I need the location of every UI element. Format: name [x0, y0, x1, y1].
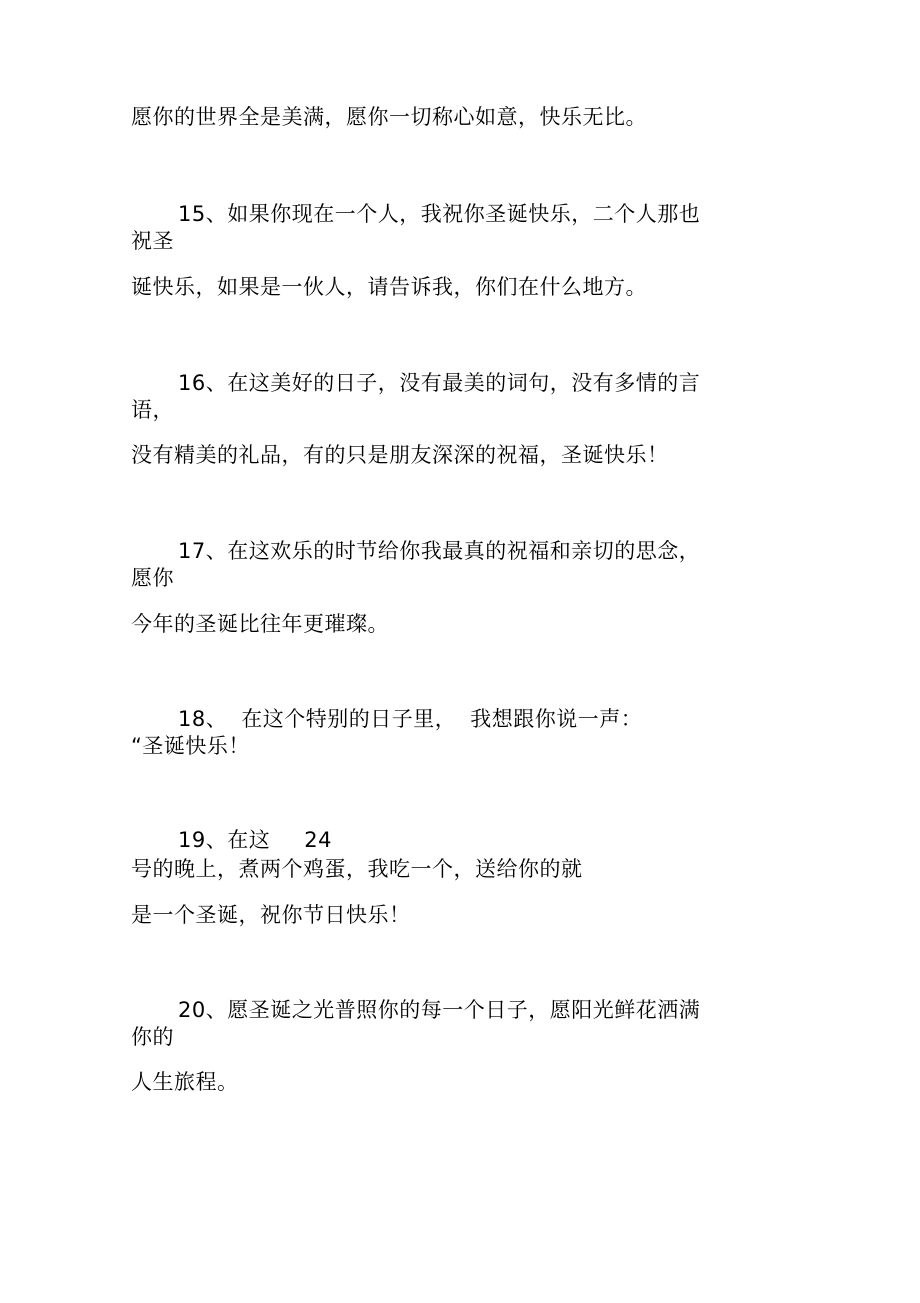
- paragraph-20-wrap-line: 你的: [131, 1025, 174, 1049]
- paragraph-19-text-b: 24: [304, 828, 332, 852]
- paragraph-17-first-line: [178, 538, 700, 564]
- paragraph-20-number: 20、: [178, 998, 228, 1022]
- paragraph-15-first-line: [178, 201, 700, 227]
- paragraph-20-second-line: 人生旅程。: [131, 1070, 239, 1094]
- paragraph-19-number: 19、: [178, 828, 228, 852]
- paragraph-20-first-line: [178, 997, 700, 1023]
- paragraph-18-number: 18、: [178, 707, 228, 731]
- paragraph-16-second-line: 没有精美的礼品，有的只是朋友深深的祝福，圣诞快乐！: [131, 443, 669, 467]
- paragraph-14-line: 愿你的世界全是美满，愿你一切称心如意，快乐无比。: [131, 105, 647, 129]
- paragraph-18-text-a: 在这个特别的日子里，: [241, 707, 457, 731]
- paragraph-17-text: 在这欢乐的时节给你我最真的祝福和亲切的思念，: [227, 539, 701, 563]
- paragraph-15-text: 如果你现在一个人，我祝你圣诞快乐，二个人那也: [227, 202, 701, 226]
- paragraph-16-wrap-line: 语，: [131, 398, 174, 422]
- paragraph-16-number: 16、: [178, 371, 228, 395]
- paragraph-17-second-line: 今年的圣诞比往年更璀璨。: [131, 612, 389, 636]
- paragraph-16-first-line: [178, 370, 700, 396]
- paragraph-16-text: 在这美好的日子，没有最美的词句，没有多情的言: [227, 371, 701, 395]
- paragraph-17-wrap-line: 愿你: [131, 566, 174, 590]
- paragraph-18-first-line: [178, 706, 642, 732]
- paragraph-18-text-b: 我想跟你说一声：: [470, 707, 643, 731]
- paragraph-19-text-a: 在这: [227, 828, 271, 852]
- paragraph-15-second-line: 诞快乐，如果是一伙人，请告诉我，你们在什么地方。: [131, 275, 647, 299]
- paragraph-18-wrap-line: “圣诞快乐！: [131, 734, 250, 758]
- paragraph-17-number: 17、: [178, 539, 228, 563]
- paragraph-20-text: 愿圣诞之光普照你的每一个日子，愿阳光鲜花洒满: [227, 998, 701, 1022]
- paragraph-19-second-line: 是一个圣诞，祝你节日快乐！: [131, 903, 411, 927]
- paragraph-19-first-line: [178, 827, 332, 853]
- paragraph-15-wrap-line: 祝圣: [131, 229, 174, 253]
- paragraph-15-number: 15、: [178, 202, 228, 226]
- paragraph-19-wrap-line: 号的晚上，煮两个鸡蛋，我吃一个，送给你的就: [131, 857, 583, 881]
